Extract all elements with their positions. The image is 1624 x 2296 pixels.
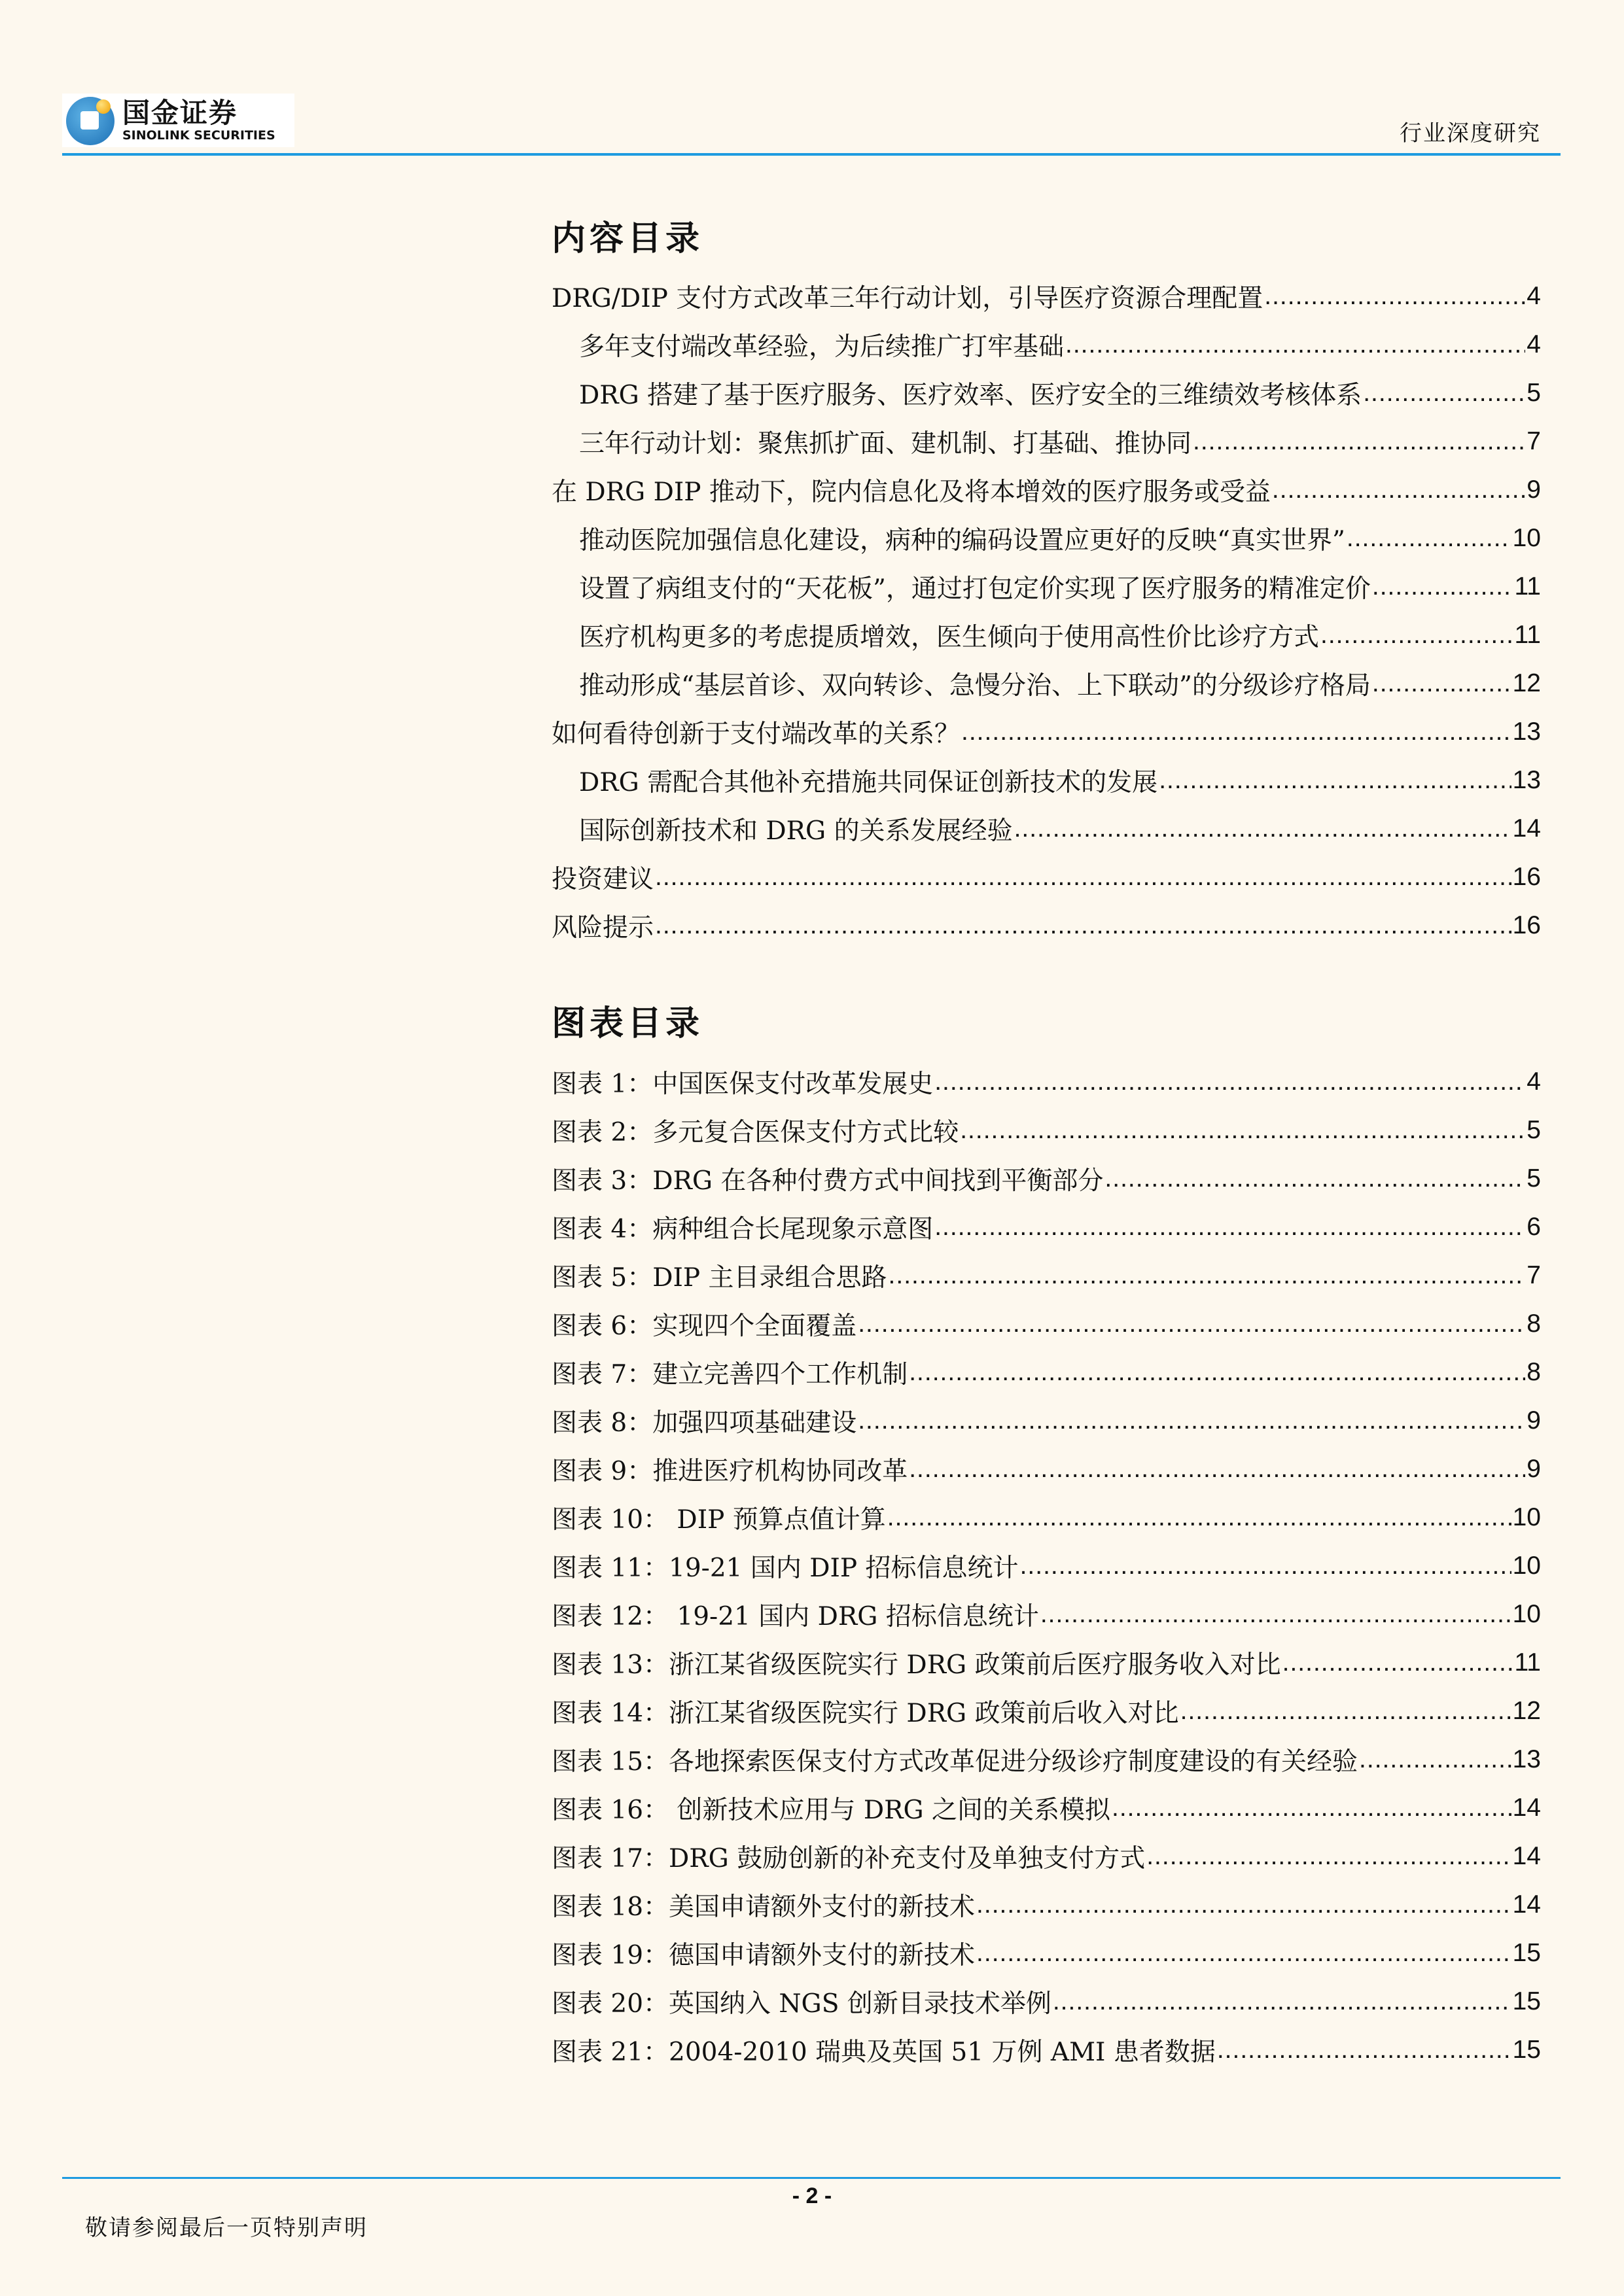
entry-title: 三年行动计划：聚焦抓扩面、建机制、打基础、推协同 <box>579 429 1192 459</box>
figure-entry[interactable] <box>552 1251 1541 1300</box>
dot-leader <box>1347 524 1511 553</box>
entry-title: 设置了病组支付的“天花板”，通过打包定价实现了医疗服务的精准定价 <box>579 574 1371 604</box>
dot-leader <box>960 1116 1525 1145</box>
toc-list <box>552 272 1541 950</box>
entry-title: DRG 需配合其他补充措施共同保证创新技术的发展 <box>579 768 1158 797</box>
entry-page: 12 <box>1512 669 1541 697</box>
dot-leader <box>655 863 1511 892</box>
dot-leader <box>1112 1794 1511 1822</box>
figure-entry[interactable] <box>552 1929 1541 1977</box>
dot-leader <box>976 1939 1511 1968</box>
figure-entry[interactable] <box>552 1639 1541 1687</box>
dot-leader <box>889 1261 1526 1290</box>
footer-divider <box>62 2177 1561 2179</box>
figure-entry[interactable] <box>552 1687 1541 1735</box>
entry-title: 如何看待创新于支付端改革的关系？ <box>552 720 961 749</box>
figures-title: 图表目录 <box>552 1003 704 1043</box>
entry-page: 14 <box>1512 814 1541 843</box>
dot-leader <box>1053 1987 1511 2016</box>
figure-entry[interactable] <box>552 1106 1541 1155</box>
entry-page: 5 <box>1527 1116 1541 1144</box>
dot-leader <box>1014 814 1511 843</box>
entry-page: 10 <box>1512 524 1541 552</box>
toc-entry[interactable] <box>552 756 1541 805</box>
toc-entry[interactable] <box>552 611 1541 659</box>
entry-title: 图表 4：病种组合长尾现象示意图 <box>552 1215 934 1244</box>
dot-leader <box>1372 572 1513 601</box>
entry-page: 6 <box>1527 1213 1541 1241</box>
entry-page: 11 <box>1514 572 1541 600</box>
figure-entry[interactable] <box>552 1977 1541 2026</box>
dot-leader <box>1217 2036 1511 2064</box>
dot-leader <box>1159 766 1511 795</box>
dot-leader <box>909 1358 1525 1387</box>
entry-page: 15 <box>1512 1987 1541 2015</box>
entry-page: 16 <box>1512 911 1541 939</box>
entry-page: 13 <box>1512 1745 1541 1773</box>
toc-entry[interactable] <box>552 659 1541 708</box>
figures-list <box>552 1058 1541 2074</box>
logo-en: SINOLINK SECURITIES <box>122 128 275 143</box>
entry-page: 15 <box>1512 1939 1541 1967</box>
dot-leader <box>961 718 1511 746</box>
toc-entry[interactable] <box>552 805 1541 853</box>
dot-leader <box>1065 330 1525 359</box>
entry-title: 图表 3：DRG 在各种付费方式中间找到平衡部分 <box>552 1166 1104 1196</box>
dot-leader <box>1320 621 1513 650</box>
figure-entry[interactable] <box>552 1348 1541 1397</box>
dot-leader <box>655 911 1511 940</box>
entry-title: 图表 14：浙江某省级医院实行 DRG 政策前后收入对比 <box>552 1699 1179 1728</box>
dot-leader <box>1193 427 1525 456</box>
entry-title: 国际创新技术和 DRG 的关系发展经验 <box>579 816 1013 846</box>
toc-entry[interactable] <box>552 563 1541 611</box>
entry-title: 医疗机构更多的考虑提质增效，医生倾向于使用高性价比诊疗方式 <box>579 623 1320 652</box>
figure-entry[interactable] <box>552 2026 1541 2074</box>
entry-page: 10 <box>1512 1552 1541 1580</box>
entry-title: 在 DRG DIP 推动下，院内信息化及将本增效的医疗服务或受益 <box>552 478 1271 507</box>
entry-page: 10 <box>1512 1600 1541 1628</box>
entry-page: 8 <box>1527 1358 1541 1386</box>
entry-title: 图表 8：加强四项基础建设 <box>552 1408 857 1438</box>
entry-page: 9 <box>1527 1406 1541 1435</box>
toc-entry[interactable] <box>552 708 1541 756</box>
entry-title: 多年支付端改革经验，为后续推广打牢基础 <box>579 332 1065 362</box>
entry-title: 推动医院加强信息化建设，病种的编码设置应更好的反映“真实世界” <box>579 526 1345 555</box>
entry-title: 风险提示 <box>552 913 654 943</box>
entry-page: 14 <box>1512 1842 1541 1870</box>
figure-entry[interactable] <box>552 1735 1541 1784</box>
figure-entry[interactable] <box>552 1058 1541 1106</box>
report-type: 行业深度研究 <box>1400 120 1541 147</box>
entry-page: 4 <box>1527 330 1541 358</box>
entry-title: 图表 9：推进医疗机构协同改革 <box>552 1457 908 1486</box>
dot-leader <box>887 1503 1511 1532</box>
entry-title: 推动形成“基层首诊、双向转诊、急慢分治、上下联动”的分级诊疗格局 <box>579 671 1371 701</box>
dot-leader <box>1180 1697 1511 1726</box>
figure-entry[interactable] <box>552 1784 1541 1832</box>
entry-page: 13 <box>1512 718 1541 746</box>
entry-title: DRG 搭建了基于医疗服务、医疗效率、医疗安全的三维绩效考核体系 <box>579 381 1362 410</box>
entry-title: 图表 2：多元复合医保支付方式比较 <box>552 1118 959 1147</box>
figure-entry[interactable] <box>552 1832 1541 1881</box>
entry-page: 11 <box>1514 621 1541 649</box>
entry-page: 14 <box>1512 1794 1541 1822</box>
entry-page: 7 <box>1527 427 1541 455</box>
dot-leader <box>1272 476 1525 504</box>
dot-leader <box>858 1406 1525 1435</box>
entry-title: 图表 6：实现四个全面覆盖 <box>552 1312 857 1341</box>
dot-leader <box>909 1455 1525 1484</box>
entry-title: 图表 10： DIP 预算点值计算 <box>552 1505 886 1535</box>
dot-leader <box>1040 1600 1511 1629</box>
header-divider <box>62 153 1561 156</box>
disclaimer: 敬请参阅最后一页特别声明 <box>85 2215 368 2241</box>
dot-leader <box>1146 1842 1511 1871</box>
dot-leader <box>1359 1745 1511 1774</box>
company-logo <box>62 94 294 147</box>
figure-entry[interactable] <box>552 1881 1541 1929</box>
entry-page: 15 <box>1512 2036 1541 2064</box>
entry-title: 图表 15：各地探索医保支付方式改革促进分级诊疗制度建设的有关经验 <box>552 1747 1358 1777</box>
toc-entry[interactable] <box>552 514 1541 563</box>
page-number: - 2 - <box>792 2183 832 2208</box>
dot-leader <box>976 1890 1511 1919</box>
entry-page: 10 <box>1512 1503 1541 1531</box>
entry-title: 图表 5：DIP 主目录组合思路 <box>552 1263 887 1293</box>
entry-page: 8 <box>1527 1310 1541 1338</box>
figure-entry[interactable] <box>552 1155 1541 1203</box>
entry-page: 13 <box>1512 766 1541 794</box>
dot-leader <box>934 1068 1525 1096</box>
logo-cn: 国金证券 <box>122 97 238 129</box>
entry-title: 图表 21：2004-2010 瑞典及英国 51 万例 AMI 患者数据 <box>552 2038 1216 2067</box>
toc-entry[interactable] <box>552 466 1541 514</box>
logo-icon <box>65 94 117 147</box>
figure-entry[interactable] <box>552 1300 1541 1348</box>
entry-title: 图表 20：英国纳入 NGS 创新目录技术举例 <box>552 1989 1051 2019</box>
entry-page: 4 <box>1527 282 1541 310</box>
entry-title: 图表 1：中国医保支付改革发展史 <box>552 1070 934 1099</box>
entry-page: 9 <box>1527 476 1541 504</box>
dot-leader <box>1020 1552 1511 1580</box>
entry-page: 16 <box>1512 863 1541 891</box>
toc-title: 内容目录 <box>552 218 704 258</box>
entry-title: 图表 13：浙江某省级医院实行 DRG 政策前后医疗服务收入对比 <box>552 1650 1281 1680</box>
entry-page: 14 <box>1512 1890 1541 1919</box>
toc-entry[interactable] <box>552 272 1541 321</box>
entry-title: DRG/DIP 支付方式改革三年行动计划，引导医疗资源合理配置 <box>552 284 1263 313</box>
toc-entry[interactable] <box>552 369 1541 417</box>
dot-leader <box>1264 282 1525 311</box>
figure-entry[interactable] <box>552 1493 1541 1542</box>
entry-title: 图表 19：德国申请额外支付的新技术 <box>552 1941 976 1970</box>
entry-page: 11 <box>1514 1648 1541 1677</box>
entry-page: 4 <box>1527 1068 1541 1096</box>
entry-title: 图表 7：建立完善四个工作机制 <box>552 1360 908 1389</box>
entry-title: 图表 16： 创新技术应用与 DRG 之间的关系模拟 <box>552 1796 1111 1825</box>
entry-page: 12 <box>1512 1697 1541 1725</box>
figure-entry[interactable] <box>552 1445 1541 1493</box>
dot-leader <box>1372 669 1511 698</box>
dot-leader <box>1104 1164 1525 1193</box>
toc-entry[interactable] <box>552 901 1541 950</box>
toc-entry[interactable] <box>552 853 1541 901</box>
dot-leader <box>934 1213 1525 1242</box>
entry-title: 图表 17：DRG 鼓励创新的补充支付及单独支付方式 <box>552 1844 1146 1873</box>
toc-entry[interactable] <box>552 417 1541 466</box>
entry-page: 9 <box>1527 1455 1541 1483</box>
figure-entry[interactable] <box>552 1397 1541 1445</box>
entry-page: 7 <box>1527 1261 1541 1289</box>
dot-leader <box>1363 379 1525 408</box>
entry-title: 图表 11：19-21 国内 DIP 招标信息统计 <box>552 1554 1019 1583</box>
entry-title: 图表 18：美国申请额外支付的新技术 <box>552 1892 976 1922</box>
toc-entry[interactable] <box>552 321 1541 369</box>
entry-page: 5 <box>1527 379 1541 407</box>
entry-title: 投资建议 <box>552 865 654 894</box>
dot-leader <box>858 1310 1525 1338</box>
figure-entry[interactable] <box>552 1203 1541 1251</box>
entry-page: 5 <box>1527 1164 1541 1192</box>
figure-entry[interactable] <box>552 1590 1541 1639</box>
entry-title: 图表 12： 19-21 国内 DRG 招标信息统计 <box>552 1602 1039 1631</box>
figure-entry[interactable] <box>552 1542 1541 1590</box>
dot-leader <box>1282 1648 1513 1677</box>
